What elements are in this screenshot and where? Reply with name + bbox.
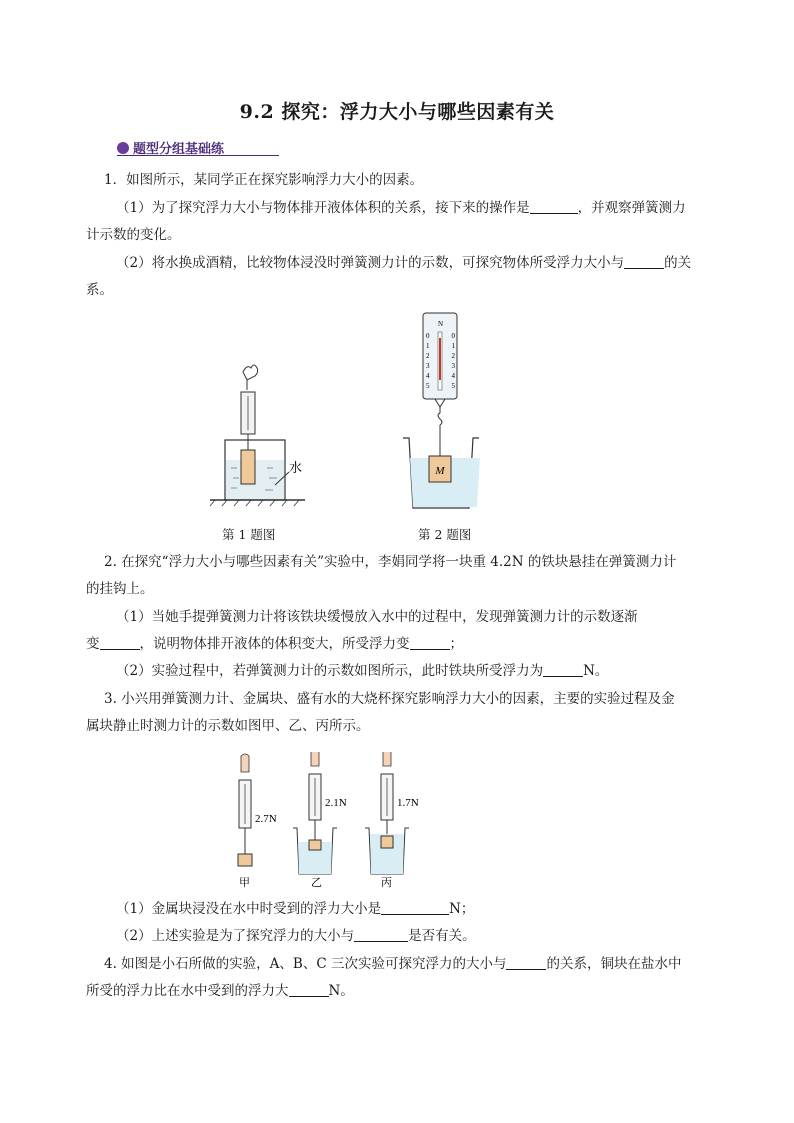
hand-icon [241, 754, 249, 772]
scale-number-1: 1 [426, 342, 430, 350]
figure-1-caption: 第 1 题图 [222, 527, 276, 542]
q2-stem-line2: 的挂钩上。 [86, 581, 154, 597]
q2-p1-text-d: ； [449, 636, 463, 652]
svg-text:4: 4 [451, 372, 455, 380]
q2-p1-text-c: ，说明物体排开液体的体积变大，所受浮力变 [139, 636, 410, 652]
q3-p2-text-b: 是否有关。 [408, 928, 476, 944]
q2-p1-text-b: 变 [86, 636, 100, 652]
setup-yi [293, 752, 347, 889]
metal-block [238, 854, 252, 866]
q2-part1-line1: （1）当她手提弹簧测力计将该铁块缓慢放入水中的过程中，发现弹簧测力计的示数逐渐 [116, 609, 638, 625]
reading-yi: 2.1N [325, 797, 347, 809]
svg-text:2: 2 [451, 352, 455, 360]
object-block [241, 450, 255, 484]
setup-jia [238, 754, 277, 889]
figure-1 [205, 360, 325, 510]
q4-blank-1[interactable] [506, 955, 546, 970]
q3-p2-blank[interactable] [354, 927, 408, 942]
scale-number-0: 0 [426, 332, 430, 340]
q1-stem: 1．如图所示，某同学正在探究影响浮力大小的因素。 [104, 172, 424, 188]
q1-p1-blank[interactable] [530, 199, 578, 214]
metal-block [309, 840, 321, 850]
q1-part1-line2: 计示数的变化。 [86, 227, 181, 243]
q2-p2-text-b: N。 [583, 663, 609, 679]
q2-stem-line1: 2. 在探究“浮力大小与哪些因素有关”实验中，李娟同学将一块重 4.2N 的铁块悬挂在弹簧测力计 [104, 554, 677, 570]
q1-p1-text-b: ，并观察弹簧测力 [577, 200, 686, 216]
hand-icon [243, 365, 258, 390]
figure-3 [225, 752, 445, 892]
q2-part1-line2 [86, 634, 463, 654]
q2-part2 [116, 661, 608, 681]
page-title: 9.2 探究：浮力大小与哪些因素有关 [239, 101, 555, 123]
q2-p2-text-a: （2）实验过程中，若弹簧测力计的示数如图所示，此时铁块所受浮力为 [116, 663, 544, 679]
section-label: 题型分组基础练 [133, 142, 225, 157]
scale-number-2: 2 [426, 352, 430, 360]
label-bing: 丙 [381, 877, 392, 889]
q4-text-a: 4. 如图是小石所做的实验，A、B、C 三次实验可探究浮力的大小与 [104, 956, 507, 972]
hand-icon [311, 752, 319, 766]
q4-line2 [86, 981, 354, 1001]
q3-p2-text-a: （2）上述实验是为了探究浮力的大小与 [116, 928, 355, 944]
q4-blank-2[interactable] [289, 982, 329, 997]
q3-p1-blank[interactable] [381, 900, 449, 915]
bullet-dot-icon [117, 142, 129, 154]
setup-bing [365, 752, 419, 889]
q3-p1-text-b: N； [449, 901, 475, 917]
q1-p1-text-a: （1）为了探究浮力大小与物体排开液体体积的关系，接下来的操作是 [116, 200, 530, 216]
q3-stem-line1: 3. 小兴用弹簧测力计、金属块、盛有水的大烧杯探究影响浮力大小的因素，主要的实验过程及金 [104, 691, 675, 707]
metal-block [381, 836, 393, 848]
q4-text-b: 的关系，铜块在盐水中 [546, 956, 682, 972]
label-jia: 甲 [239, 877, 250, 889]
q2-p1-blank-1[interactable] [100, 635, 140, 650]
figure-2 [395, 308, 495, 518]
q3-part2 [116, 926, 476, 946]
q4-text-d: N。 [328, 983, 354, 999]
q3-stem-line2: 属块静止时测力计的示数如图甲、乙、丙所示。 [86, 718, 370, 734]
label-yi: 乙 [311, 877, 322, 889]
q1-part2-line1 [116, 253, 691, 273]
reading-jia: 2.7N [255, 813, 277, 825]
scale-unit-label: N [438, 320, 444, 328]
block-label: M [435, 465, 445, 477]
scale-number-3: 3 [426, 362, 430, 370]
svg-text:1: 1 [451, 342, 455, 350]
q1-part1-line1 [116, 198, 686, 218]
q4-line1 [104, 954, 681, 974]
q2-p2-blank[interactable] [543, 662, 583, 677]
section-underline [117, 155, 279, 156]
figure-2-caption: 第 2 题图 [418, 527, 472, 542]
svg-text:0: 0 [451, 332, 455, 340]
reading-bing: 1.7N [397, 797, 419, 809]
svg-text:5: 5 [451, 382, 455, 390]
q2-p1-blank-2[interactable] [410, 635, 450, 650]
q1-p2-blank[interactable] [624, 254, 664, 269]
q3-part1 [116, 899, 474, 919]
q4-text-c: 所受的浮力比在水中受到的浮力大 [86, 983, 289, 999]
scale-number-4: 4 [426, 372, 430, 380]
hand-icon [383, 752, 391, 766]
q1-p2-text-a: （2）将水换成酒精，比较物体浸没时弹簧测力计的示数，可探究物体所受浮力大小与 [116, 255, 625, 271]
svg-text:3: 3 [451, 362, 455, 370]
water-label: 水 [289, 460, 303, 475]
q1-part2-line2: 系。 [86, 282, 113, 298]
scale-number-5: 5 [426, 382, 430, 390]
q1-p2-text-b: 的关 [664, 255, 692, 271]
q3-p1-text-a: （1）金属块浸没在水中时受到的浮力大小是 [116, 901, 382, 917]
ground-hatching [210, 500, 299, 506]
